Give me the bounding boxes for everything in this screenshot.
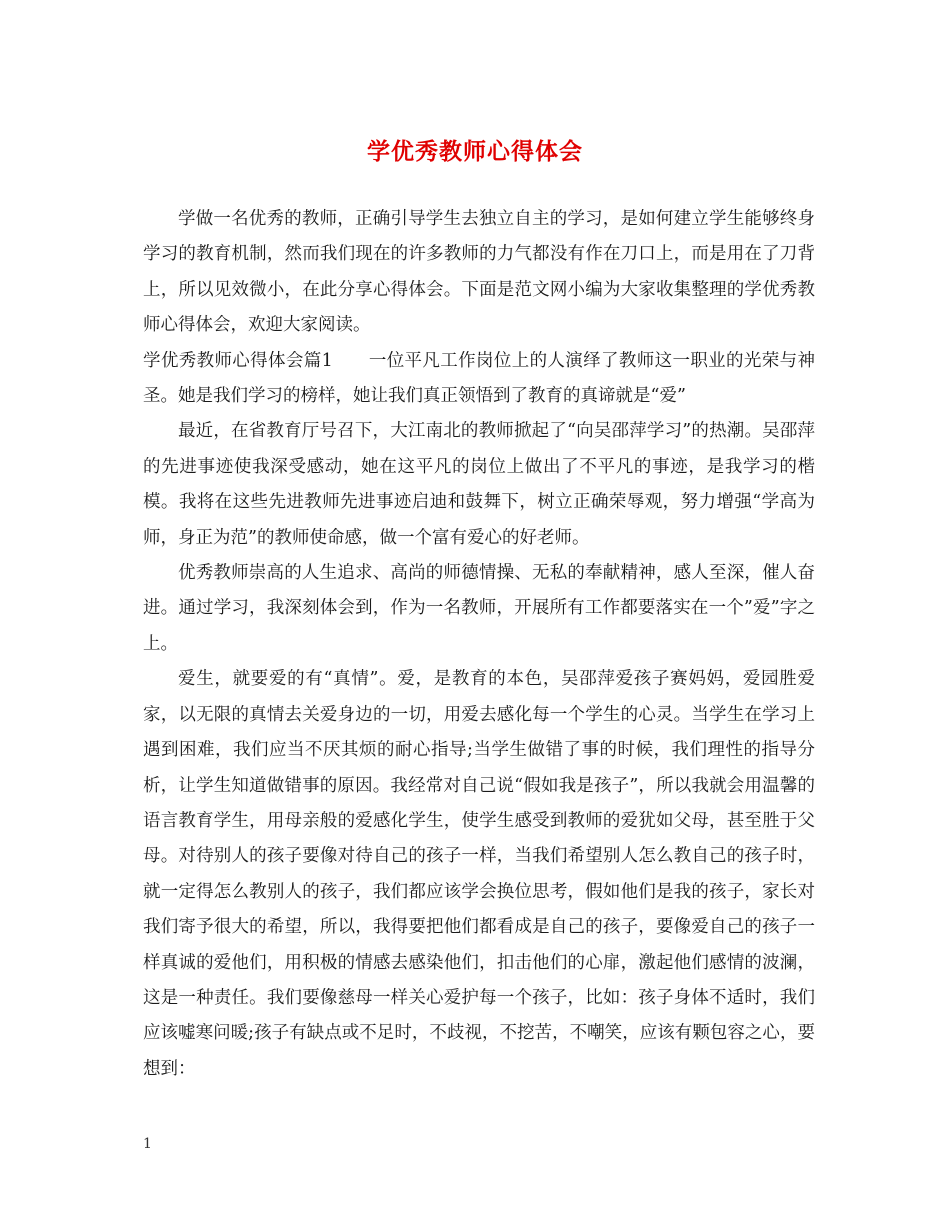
paragraph-excellence: 优秀教师崇高的人生追求、高尚的师德情操、无私的奉献精神，感人至深，催人奋进。通过学习，我深刻体会到，作为一名教师，开展所有工作都要落实在一个”爱”字之上。: [143, 563, 815, 654]
paragraph-love: 爱生，就要爱的有“真情”。爱，是教育的本色，吴邵萍爱孩子赛妈妈，爱园胜爱家，以无限的真情去关爱身边的一切，用爱去感化每一个学生的心灵。当学生在学习上遇到困难，我们应当不厌其烦的耐心指导;当学生做错了事的时候，我们理性的指导分析，让学生知道做错事的原因。我经常对自己说“假如我是孩子”，所以我就会用温馨的语言教育学生，用母亲般的爱感化学生，使学生感受到教师的爱犹如父母，甚至胜于父母。对待别人的孩子要像对待自己的孩子一样，当我们希望别人怎么教自己的孩子时，就一定得怎么教别人的孩子，我们都应该学会换位思考，假如他们是我的孩子，家长对我们寄予很大的希望，所以，我得要把他们都看成是自己的孩子，要像爱自己的孩子一样真诚的爱他们，用积极的情感去感染他们，扣击他们的心扉，激起他们感情的波澜，这是一种责任。我们要像慈母一样关心爱护每一个孩子，比如：孩子身体不适时，我们应该嘘寒问暖;孩子有缺点或不足时，不歧视，不挖苦，不嘲笑，应该有颗包容之心，要想到：: [143, 669, 815, 1079]
page-number: 1: [143, 1136, 152, 1152]
paragraph-recent: 最近，在省教育厅号召下，大江南北的教师掀起了“向吴邵萍学习”的热潮。吴邵萍的先进事迹使我深受感动，她在这平凡的岗位上做出了不平凡的事迹，是我学习的楷模。我将在这些先进教师先进事迹启迪和鼓舞下，树立正确荣辱观，努力增强“学高为师，身正为范”的教师使命感，做一个富有爱心的好老师。: [143, 421, 815, 548]
paragraph-intro: 学做一名优秀的教师，正确引导学生去独立自主的学习，是如何建立学生能够终身学习的教育机制，然而我们现在的许多教师的力气都没有作在刀口上，而是用在了刀背上，所以见效微小，在此分享心得体会。下面是范文网小编为大家收集整理的学优秀教师心得体会，欢迎大家阅读。: [143, 209, 815, 336]
document-body: [143, 202, 815, 1087]
document-title: 学优秀教师心得体会: [367, 138, 583, 165]
paragraph-section-heading: 学优秀教师心得体会篇1 一位平凡工作岗位上的人演绎了教师这一职业的光荣与神圣。她是我们学习的榜样，她让我们真正领悟到了教育的真谛就是“爱”: [143, 350, 815, 407]
